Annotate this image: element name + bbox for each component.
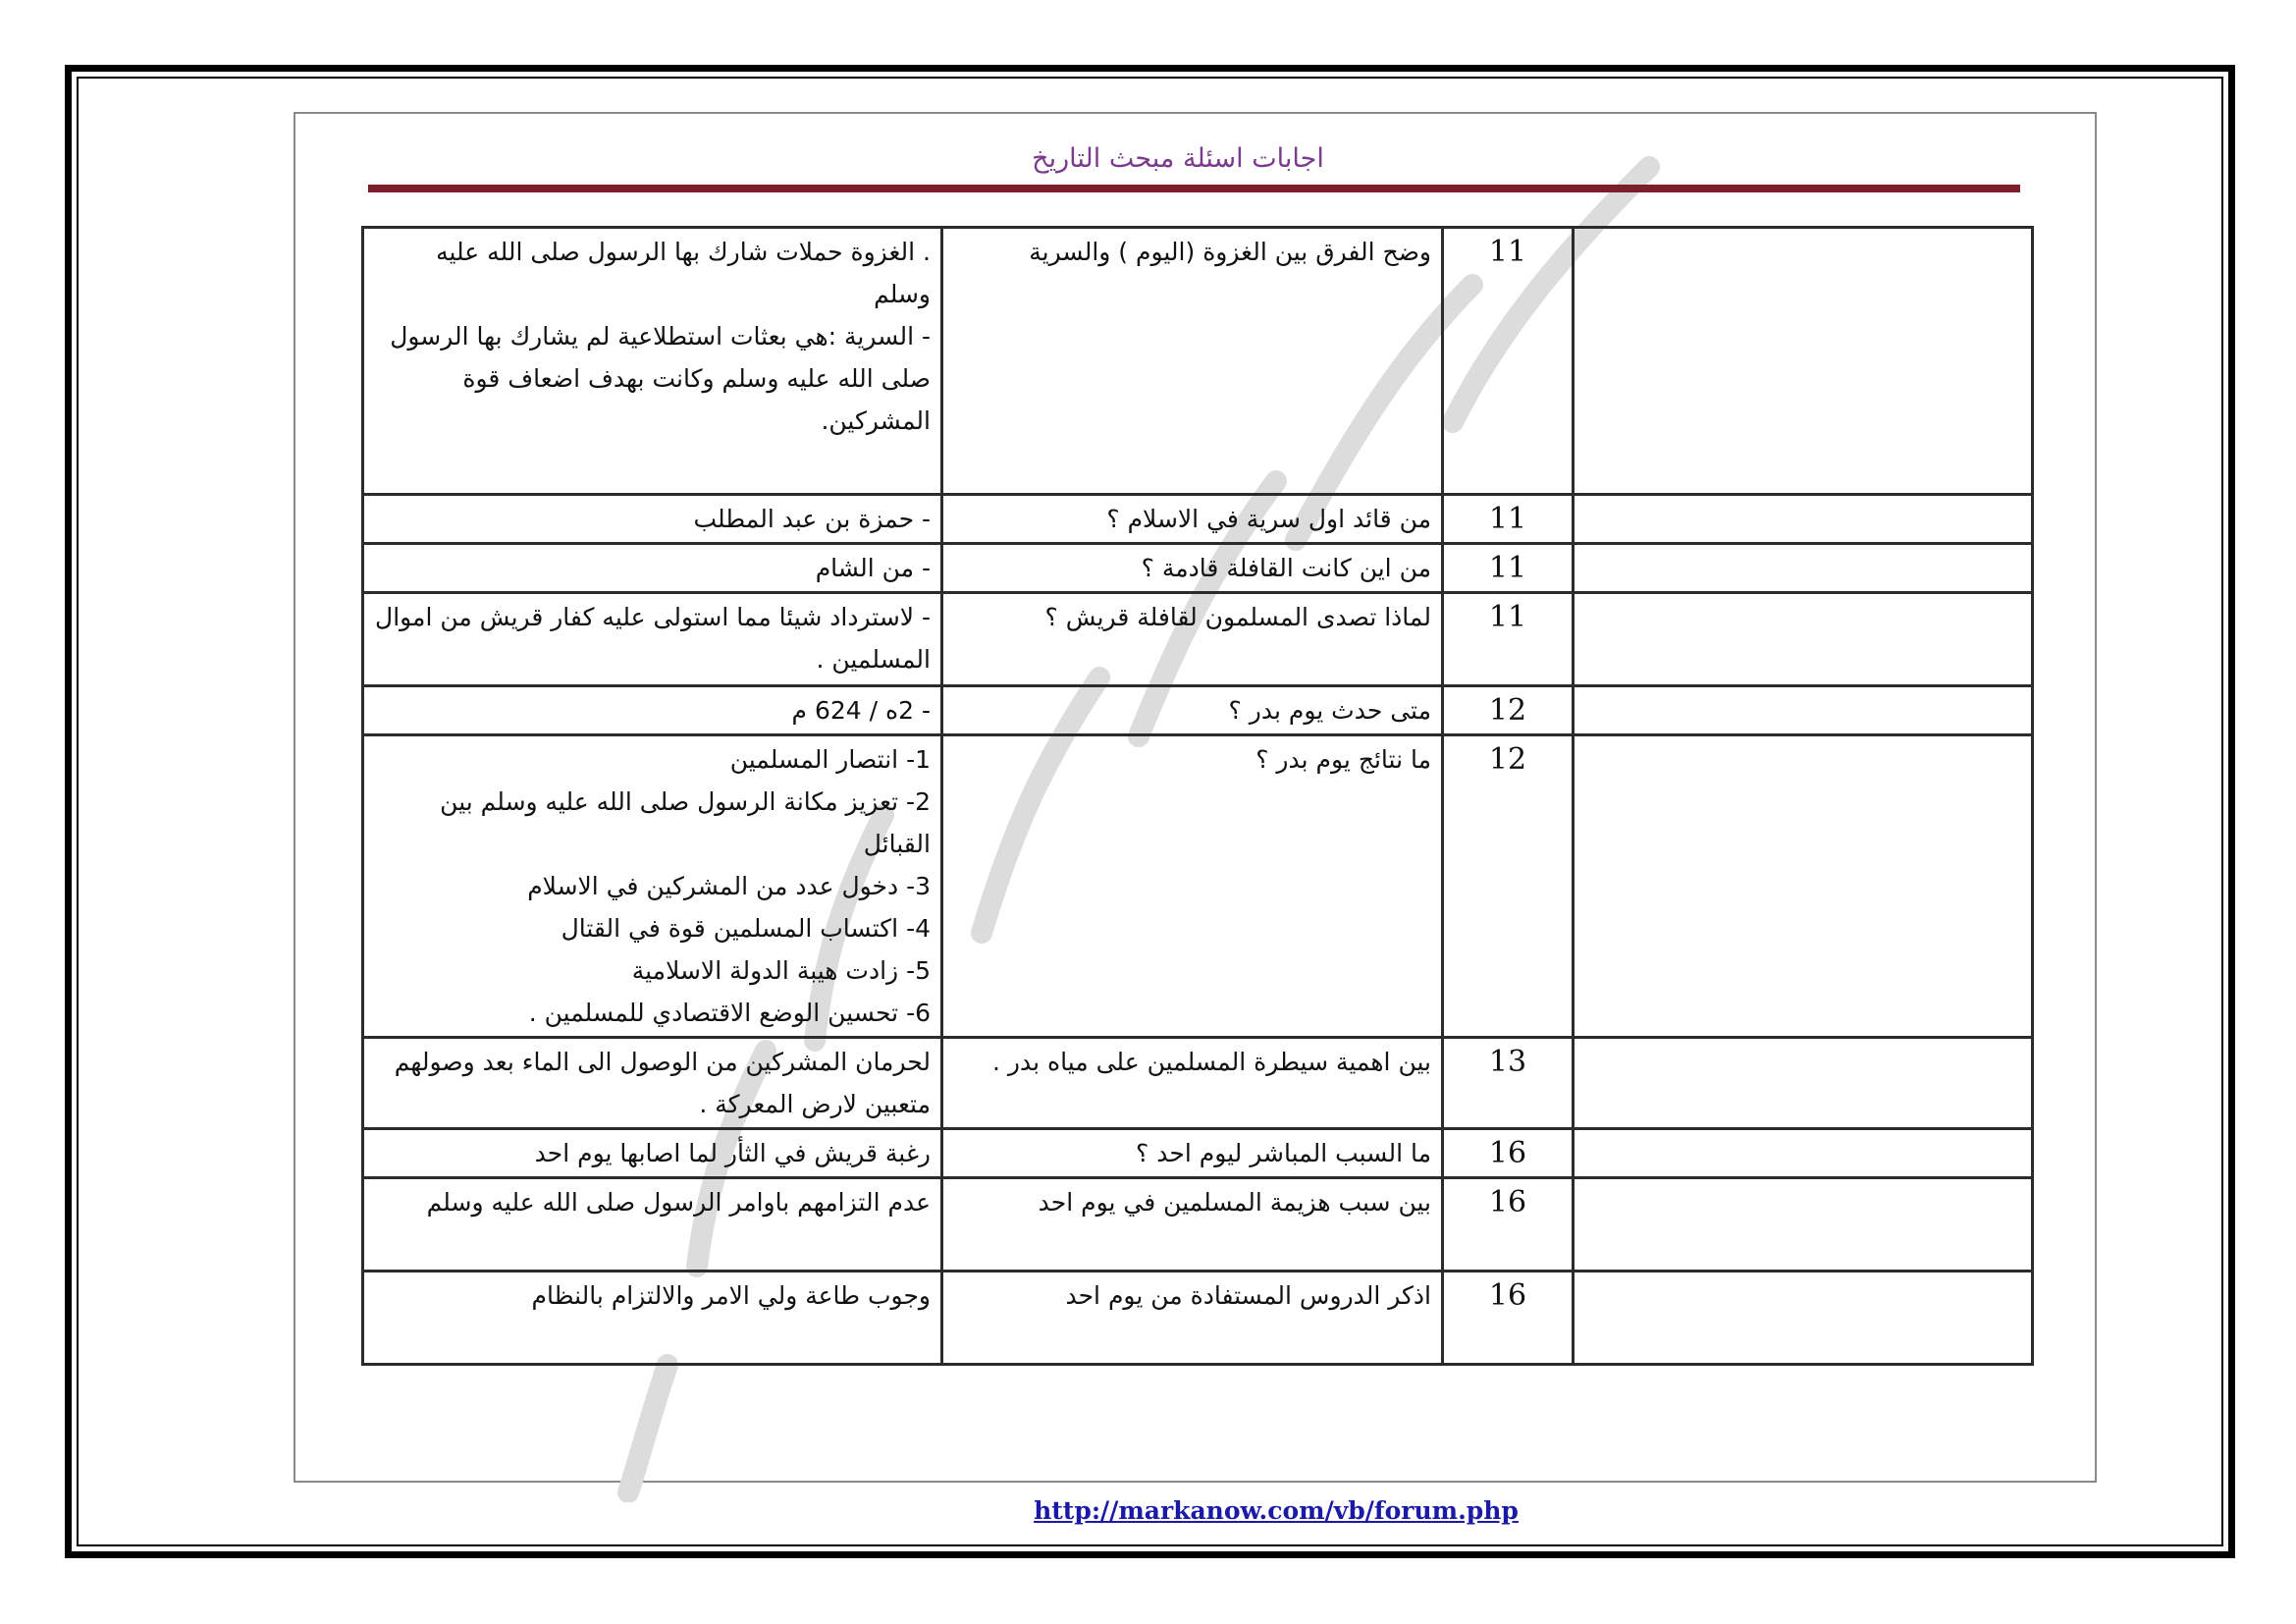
answer-cell [363, 495, 942, 544]
table-row [363, 1272, 2033, 1365]
answer-cell [363, 686, 942, 735]
table-row [363, 593, 2033, 686]
table-row [363, 686, 2033, 735]
answer-text: لحرمان المشركين من الوصول الى الماء بعد وصولهم متعبين لارض المعركة . [386, 1048, 931, 1118]
answer-text: عدم التزامهم باوامر الرسول صلى الله عليه وسلم [426, 1188, 931, 1217]
empty-cell [1574, 1038, 2033, 1129]
question-cell: لماذا تصدى المسلمون لقافلة قريش ؟ [942, 593, 1443, 686]
question-cell: من اين كانت القافلة قادمة ؟ [942, 544, 1443, 593]
table-row [363, 544, 2033, 593]
empty-cell [1574, 735, 2033, 1038]
question-cell: وضح الفرق بين الغزوة (اليوم ) والسرية [942, 228, 1443, 495]
answer-cell [363, 1038, 942, 1129]
table-row [363, 228, 2033, 495]
page-number-cell: 13 [1443, 1038, 1574, 1129]
title-underline [368, 185, 2020, 192]
question-cell: بين اهمية سيطرة المسلمين على مياه بدر . [942, 1038, 1443, 1129]
answer-cell [363, 735, 942, 1038]
answer-text: - 2ه / 624 م [791, 696, 931, 725]
page-number-cell: 11 [1443, 593, 1574, 686]
table-row [363, 1178, 2033, 1272]
page-number-cell: 11 [1443, 544, 1574, 593]
page-number-cell: 16 [1443, 1178, 1574, 1272]
answer-cell [363, 228, 942, 495]
table-row [363, 495, 2033, 544]
page-number-cell: 12 [1443, 686, 1574, 735]
table-row [363, 735, 2033, 1038]
question-cell: ما نتائج يوم بدر ؟ [942, 735, 1443, 1038]
answer-cell [363, 1272, 942, 1365]
answer-text: - من الشام [815, 554, 931, 582]
document-title: اجابات اسئلة مبحث التاريخ [1032, 143, 1324, 174]
table-row [363, 1038, 2033, 1129]
empty-cell [1574, 544, 2033, 593]
page-number-cell: 16 [1443, 1129, 1574, 1178]
answers-table [361, 226, 2034, 1366]
forum-link[interactable]: http://markanow.com/vb/forum.php [1034, 1496, 1519, 1525]
page-number-cell: 12 [1443, 735, 1574, 1038]
answer-text: - لاسترداد شيئا مما استولى عليه كفار قريش من اموال المسلمين . [367, 603, 931, 674]
answer-text: - حمزة بن عبد المطلب [693, 505, 931, 533]
empty-cell [1574, 593, 2033, 686]
answer-cell [363, 1129, 942, 1178]
answer-text: وجوب طاعة ولي الامر والالتزام بالنظام [531, 1281, 931, 1310]
empty-cell [1574, 495, 2033, 544]
answer-text: رغبة قريش في الثأر لما اصابها يوم احد [534, 1139, 931, 1167]
question-cell: متى حدث يوم بدر ؟ [942, 686, 1443, 735]
empty-cell [1574, 1272, 2033, 1365]
question-cell: ما السبب المباشر ليوم احد ؟ [942, 1129, 1443, 1178]
question-cell: من قائد اول سرية في الاسلام ؟ [942, 495, 1443, 544]
question-cell: اذكر الدروس المستفادة من يوم احد [942, 1272, 1443, 1365]
answer-text: . الغزوة حملات شارك بها الرسول صلى الله عليه وسلم - السرية :هي بعثات استطلاعية لم يشارك بها الرسول صلى الله عليه وسلم وكانت بهدف اضعاف قوة المشركين. [390, 238, 931, 435]
answer-cell [363, 1178, 942, 1272]
page-number-cell: 11 [1443, 228, 1574, 495]
page-number-cell: 11 [1443, 495, 1574, 544]
answer-text: 1- انتصار المسلمين 2- تعزيز مكانة الرسول صلى الله عليه وسلم بين القبائل 3- دخول عدد من المشركين في الاسلام 4- اكتساب المسلمين قوة في القتال 5- زادت هيبة الدولة الاسلامية 6- تحسين الوضع الاقتصادي للمسلمين . [440, 745, 931, 1027]
page-number-cell: 16 [1443, 1272, 1574, 1365]
question-cell: بين سبب هزيمة المسلمين في يوم احد [942, 1178, 1443, 1272]
answer-cell [363, 593, 942, 686]
empty-cell [1574, 1178, 2033, 1272]
answer-cell [363, 544, 942, 593]
empty-cell [1574, 228, 2033, 495]
table-row [363, 1129, 2033, 1178]
empty-cell [1574, 1129, 2033, 1178]
empty-cell [1574, 686, 2033, 735]
